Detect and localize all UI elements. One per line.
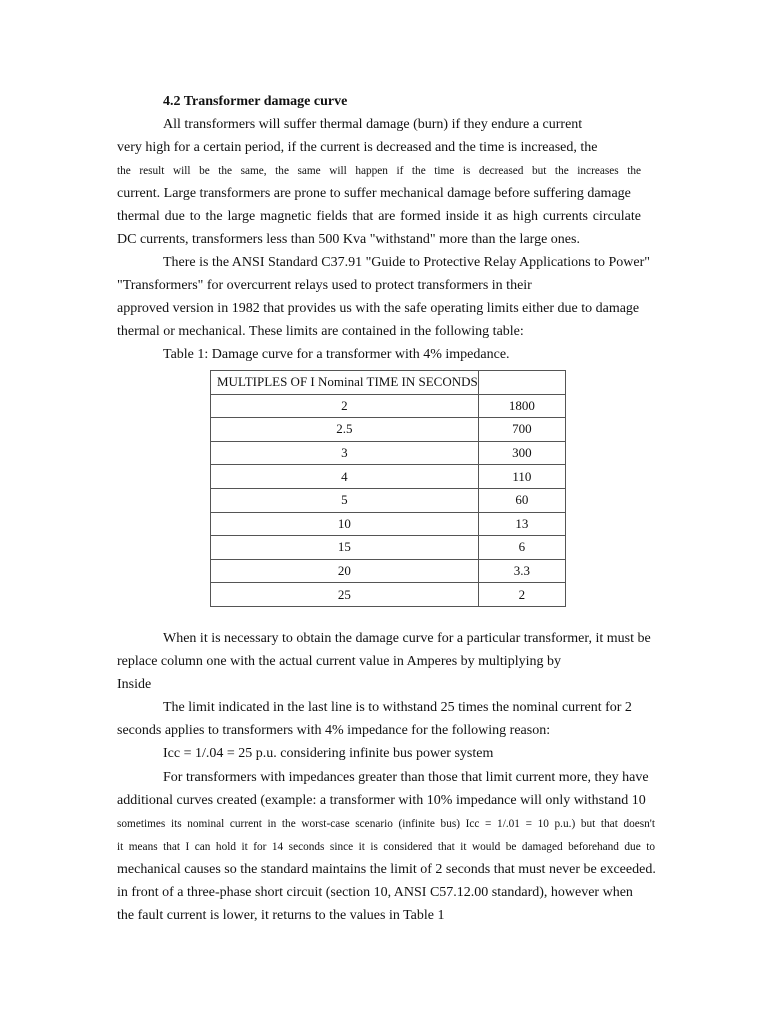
multiple-cell: 2: [211, 394, 479, 418]
paragraph-line: thermal due to the large magnetic fields that are formed inside it as high currents circulate: [117, 209, 641, 224]
paragraph-line: the result will be the same, the same will happen if the time is decreased but the increases the: [117, 165, 641, 177]
paragraph-line: thermal or mechanical. These limits are contained in the following table:: [117, 324, 524, 339]
table-row: [211, 559, 566, 583]
paragraph-line: There is the ANSI Standard C37.91 "Guide to Protective Relay Applications to Power": [163, 255, 650, 270]
time-cell: 6: [478, 536, 565, 560]
multiple-cell: 10: [211, 512, 479, 536]
multiple-cell: 2.5: [211, 418, 479, 442]
paragraph-line: current. Large transformers are prone to suffer mechanical damage before suffering damage: [117, 186, 631, 201]
multiple-cell: 3: [211, 441, 479, 465]
paragraph-line: For transformers with impedances greater than those that limit current more, they have: [163, 770, 649, 785]
paragraph-line: Inside: [117, 677, 152, 692]
table-row: [211, 418, 566, 442]
paragraph-line: seconds applies to transformers with 4% impedance for the following reason:: [117, 723, 551, 738]
paragraph-line: All transformers will suffer thermal damage (burn) if they endure a current: [163, 117, 583, 132]
paragraph-line: sometimes its nominal current in the worst-case scenario (infinite bus) Icc = 1/.01 = 10 p.u.) but that doesn't: [117, 818, 655, 830]
multiple-cell: 4: [211, 465, 479, 489]
paragraph-line: approved version in 1982 that provides us with the safe operating limits either due to damage: [117, 301, 640, 316]
time-cell: 300: [478, 441, 565, 465]
table-header-row: [211, 371, 566, 395]
table-row: [211, 465, 566, 489]
time-cell: 700: [478, 418, 565, 442]
time-cell: 60: [478, 488, 565, 512]
multiple-cell: 15: [211, 536, 479, 560]
section-heading: 4.2 Transformer damage curve: [163, 94, 348, 109]
paragraph-line: DC currents, transformers less than 500 Kva "withstand" more than the large ones.: [117, 232, 580, 247]
formula-line: Icc = 1/.04 = 25 p.u. considering infinite bus power system: [163, 746, 494, 761]
table-row: [211, 536, 566, 560]
table-header-cell: [211, 371, 479, 395]
multiple-cell: 20: [211, 559, 479, 583]
paragraph-line: in front of a three-phase short circuit (section 10, ANSI C57.12.00 standard), however when: [117, 885, 633, 900]
paragraph-line: mechanical causes so the standard maintains the limit of 2 seconds that must never be exceeded.: [117, 862, 656, 877]
damage-curve-table: [210, 370, 566, 607]
table-row: [211, 512, 566, 536]
paragraph-line: additional curves created (example: a transformer with 10% impedance will only withstand 10: [117, 793, 646, 808]
time-cell: 3.3: [478, 559, 565, 583]
paragraph-line: replace column one with the actual current value in Amperes by multiplying by: [117, 654, 561, 669]
table-row: [211, 583, 566, 607]
paragraph-line: The limit indicated in the last line is to withstand 25 times the nominal current for 2: [163, 700, 632, 715]
paragraph-line: the fault current is lower, it returns to the values in Table 1: [117, 908, 445, 923]
time-cell: 110: [478, 465, 565, 489]
paragraph-line: When it is necessary to obtain the damage curve for a particular transformer, it must be: [163, 631, 651, 646]
table-header-text: MULTIPLES OF I Nominal TIME IN SECONDS: [217, 374, 478, 390]
time-cell: 2: [478, 583, 565, 607]
time-cell: 1800: [478, 394, 565, 418]
table-caption: Table 1: Damage curve for a transformer with 4% impedance.: [163, 347, 510, 362]
table-row: [211, 441, 566, 465]
multiple-cell: 5: [211, 488, 479, 512]
time-cell: 13: [478, 512, 565, 536]
table-row: [211, 488, 566, 512]
table-row: [211, 394, 566, 418]
paragraph-line: very high for a certain period, if the current is decreased and the time is increased, the: [117, 140, 598, 155]
multiple-cell: 25: [211, 583, 479, 607]
paragraph-line: "Transformers" for overcurrent relays used to protect transformers in their: [117, 278, 532, 293]
table-header-cell: [478, 371, 565, 395]
paragraph-line: it means that I can hold it for 14 seconds since it is considered that it would be damaged beforehand due to: [117, 841, 655, 853]
